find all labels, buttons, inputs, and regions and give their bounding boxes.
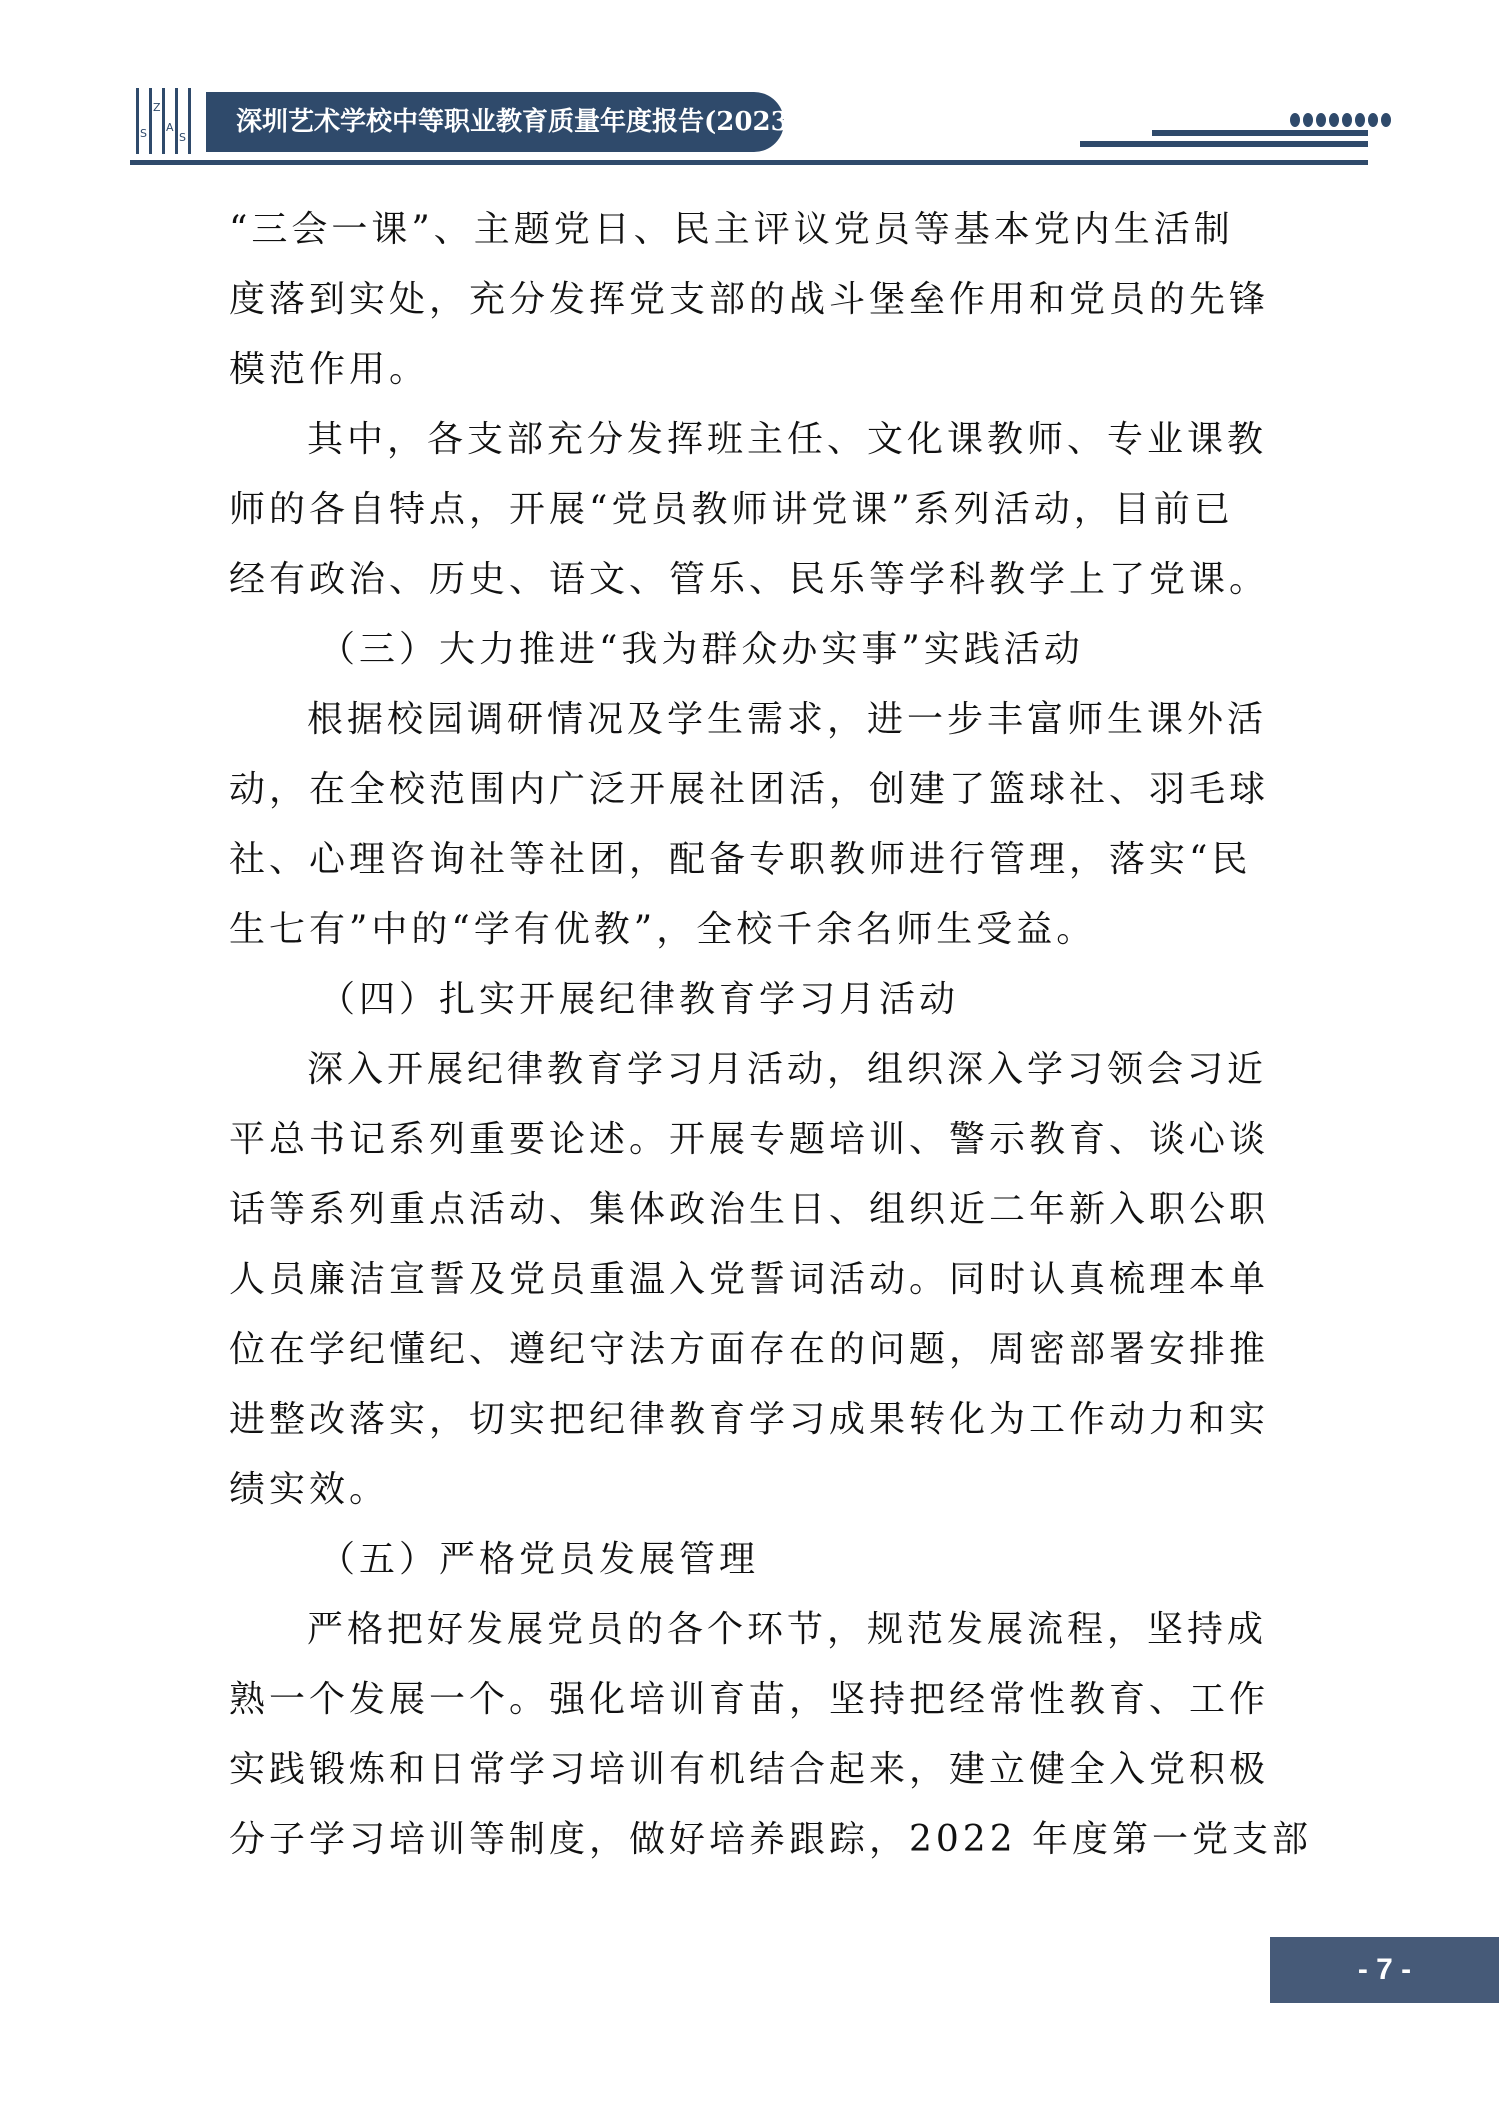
logo-letter: S	[140, 127, 147, 140]
text-line: 模范作用。	[229, 349, 430, 390]
header-rule	[130, 160, 1368, 165]
logo-letter: Z	[153, 101, 161, 114]
text-line: 位在学纪懂纪、遵纪守法方面存在的问题，周密部署安排推	[229, 1329, 1270, 1370]
text-line: 师的各自特点，开展“党员教师讲党课”系列活动，目前已	[229, 489, 1234, 530]
page-header	[0, 0, 1499, 180]
section-heading: （四）扎实开展纪律教育学习月活动	[319, 979, 960, 1020]
logo-letter: S	[179, 131, 186, 144]
text-line: 绩实效。	[229, 1469, 390, 1510]
header-stripe	[1080, 141, 1368, 147]
section-heading: （五）严格党员发展管理	[319, 1539, 760, 1580]
text-line: 实践锻炼和日常学习培训有机结合起来，建立健全入党积极	[229, 1749, 1270, 1790]
body-text	[229, 195, 1313, 1875]
text-line: 分子学习培训等制度，做好培养跟踪，2022 年度第一党支部	[229, 1819, 1313, 1860]
logo-letter: A	[166, 121, 174, 134]
page-number: - 7 -	[1270, 1937, 1499, 2003]
paragraph-start: 深入开展纪律教育学习月活动，组织深入学习领会习近	[307, 1049, 1268, 1090]
paragraph-start: 根据校园调研情况及学生需求，进一步丰富师生课外活	[307, 699, 1268, 740]
text-line: 社、心理咨询社等社团，配备专职教师进行管理，落实“民	[229, 839, 1252, 880]
paragraph-start: 严格把好发展党员的各个环节，规范发展流程，坚持成	[307, 1609, 1268, 1650]
text-line: “三会一课”、主题党日、民主评议党员等基本党内生活制	[229, 209, 1234, 250]
text-line: 度落到实处，充分发挥党支部的战斗堡垒作用和党员的先锋	[229, 279, 1270, 320]
text-line: 人员廉洁宣誓及党员重温入党誓词活动。同时认真梳理本单	[229, 1259, 1270, 1300]
paragraph-start: 其中，各支部充分发挥班主任、文化课教师、专业课教	[307, 419, 1268, 460]
text-line: 平总书记系列重要论述。开展专题培训、警示教育、谈心谈	[229, 1119, 1270, 1160]
header-stripe	[1152, 130, 1368, 136]
text-line: 经有政治、历史、语文、管乐、民乐等学科教学上了党课。	[229, 559, 1270, 600]
text-line: 动，在全校范围内广泛开展社团活，创建了篮球社、羽毛球	[229, 769, 1270, 810]
report-title: 深圳艺术学校中等职业教育质量年度报告(2023)	[206, 92, 784, 152]
text-line: 熟一个发展一个。强化培训育苗，坚持把经常性教育、工作	[229, 1679, 1270, 1720]
text-line: 进整改落实，切实把纪律教育学习成果转化为工作动力和实	[229, 1399, 1270, 1440]
section-heading: （三）大力推进“我为群众办实事”实践活动	[319, 629, 1084, 670]
text-line: 话等系列重点活动、集体政治生日、组织近二年新入职公职	[229, 1189, 1270, 1230]
text-line: 生七有”中的“学有优教”，全校千余名师生受益。	[229, 909, 1097, 950]
school-logo	[136, 88, 192, 154]
